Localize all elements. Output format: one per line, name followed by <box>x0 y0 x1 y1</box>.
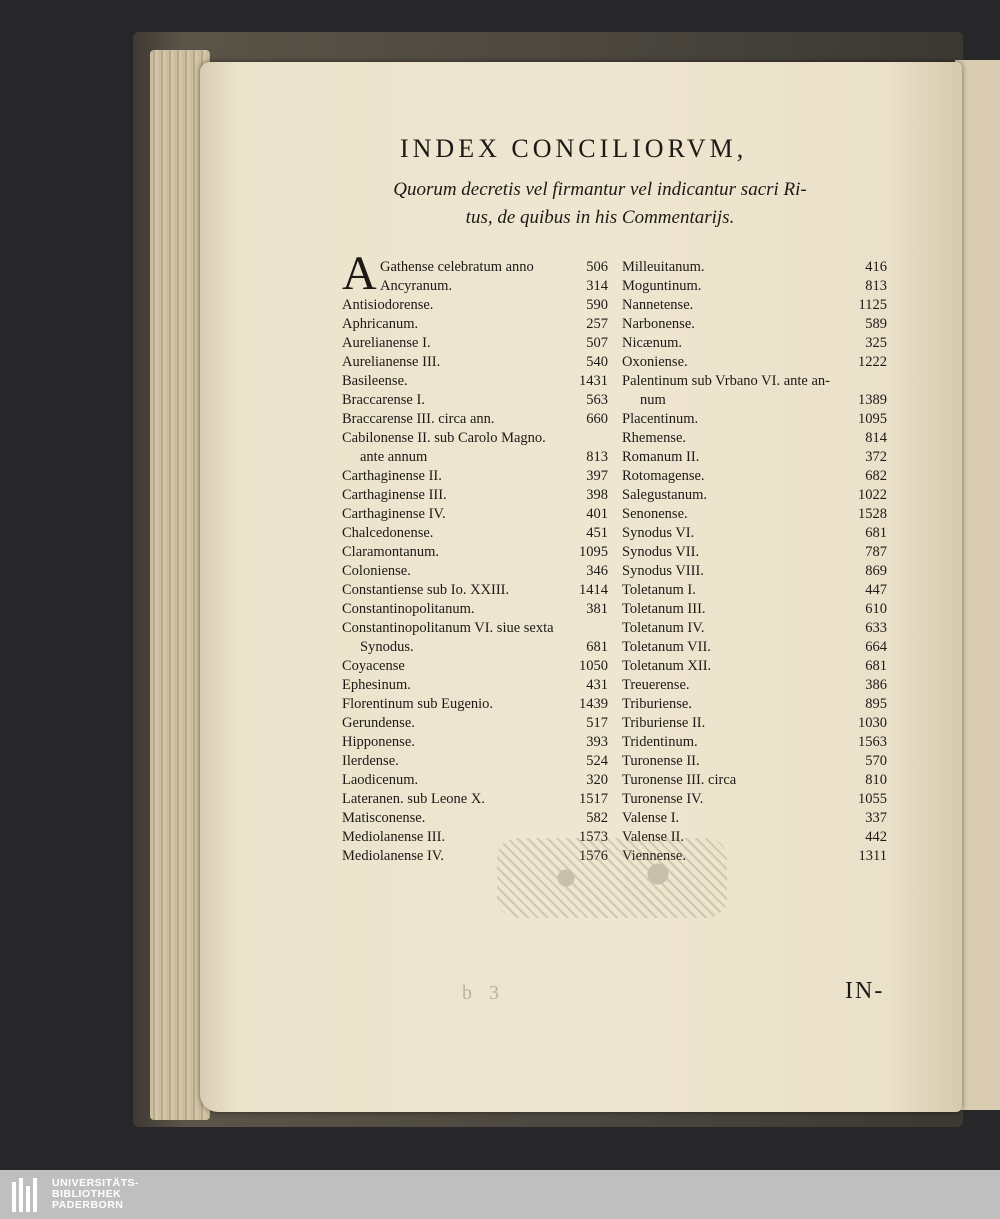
index-entry <box>622 429 887 448</box>
entry-page-number: 451 <box>586 525 608 541</box>
entry-label: Toletanum I. <box>622 582 696 598</box>
entry-label: Carthaginense IV. <box>342 506 446 522</box>
entry-label: Treuerense. <box>622 677 690 693</box>
entry-label: Laodicenum. <box>342 772 419 788</box>
entry-page-number: 590 <box>586 297 608 313</box>
entry-page-number: 1576 <box>579 848 608 864</box>
index-entry <box>342 353 608 372</box>
index-entry <box>342 334 608 353</box>
subtitle-line-1: Quorum decretis vel firmantur vel indicantur sacri Ri- <box>393 179 807 200</box>
entry-page-number: 582 <box>586 810 608 826</box>
index-entry <box>622 676 887 695</box>
entry-page-number: 1573 <box>579 829 608 845</box>
entry-page-number: 589 <box>865 316 887 332</box>
entry-label: ante annum <box>360 449 428 465</box>
entry-page-number: 524 <box>586 753 608 769</box>
index-entry <box>622 277 887 296</box>
entry-label: Viennense. <box>622 848 686 864</box>
entry-label: Ancyranum. <box>380 278 453 294</box>
entry-page-number: 416 <box>865 259 887 275</box>
entry-label: Aurelianense III. <box>342 354 441 370</box>
index-entry <box>622 391 887 410</box>
entry-label: Nicænum. <box>622 335 683 351</box>
entry-page-number: 814 <box>865 430 887 446</box>
entry-label: Basileense. <box>342 373 408 389</box>
entry-label: Matisconense. <box>342 810 426 826</box>
entry-page-number: 1222 <box>858 354 887 370</box>
index-entry <box>622 543 887 562</box>
drop-capital: A <box>342 247 377 300</box>
index-entry <box>622 695 887 714</box>
index-entry <box>342 296 608 315</box>
entry-label: num <box>640 392 666 408</box>
entry-label: Oxoniense. <box>622 354 688 370</box>
index-entry <box>622 334 887 353</box>
index-entry <box>342 258 608 277</box>
entry-label: Tridentinum. <box>622 734 698 750</box>
entry-label: Ephesinum. <box>342 677 411 693</box>
entry-label: Synodus. <box>360 639 414 655</box>
entry-page-number: 1030 <box>858 715 887 731</box>
entry-page-number: 1439 <box>579 696 608 712</box>
index-entry <box>342 657 608 676</box>
entry-label: Mediolanense IV. <box>342 848 445 864</box>
entry-page-number: 682 <box>865 468 887 484</box>
page-subtitle <box>340 176 860 232</box>
entry-page-number: 563 <box>586 392 608 408</box>
entry-label: Rhemense. <box>622 430 687 446</box>
index-entry <box>342 277 608 296</box>
entry-label: Triburiense II. <box>622 715 706 731</box>
library-name-line-3: PADERBORN <box>52 1199 124 1211</box>
entry-page-number: 325 <box>865 335 887 351</box>
entry-label: Turonense III. circa <box>622 772 737 788</box>
index-entry <box>622 714 887 733</box>
entry-page-number: 386 <box>865 677 887 693</box>
index-entry <box>622 752 887 771</box>
entry-page-number: 507 <box>586 335 608 351</box>
entry-page-number: 442 <box>865 829 887 845</box>
entry-label: Synodus VII. <box>622 544 700 560</box>
index-entry <box>622 657 887 676</box>
entry-page-number: 1528 <box>858 506 887 522</box>
index-entry <box>622 638 887 657</box>
entry-page-number: 681 <box>865 658 887 674</box>
entry-page-number: 1022 <box>858 487 887 503</box>
entry-page-number: 681 <box>865 525 887 541</box>
index-entry <box>342 695 608 714</box>
index-entry <box>622 353 887 372</box>
index-entry <box>342 752 608 771</box>
entry-label: Constantinopolitanum. <box>342 601 475 617</box>
entry-page-number: 1125 <box>858 297 887 313</box>
entry-label: Constantinopolitanum VI. siue sexta <box>342 620 554 636</box>
index-entry <box>622 790 887 809</box>
entry-page-number: 337 <box>865 810 887 826</box>
entry-label: Milleuitanum. <box>622 259 705 275</box>
entry-page-number: 393 <box>586 734 608 750</box>
entry-label: Hipponense. <box>342 734 415 750</box>
entry-page-number: 895 <box>865 696 887 712</box>
entry-label: Rotomagense. <box>622 468 705 484</box>
entry-label: Gathense celebratum anno <box>380 259 534 275</box>
entry-label: Moguntinum. <box>622 278 702 294</box>
index-entry <box>622 505 887 524</box>
library-logo-icon <box>12 1178 46 1212</box>
entry-page-number: 633 <box>865 620 887 636</box>
library-name-line-2: BIBLIOTHEK <box>52 1188 122 1200</box>
entry-page-number: 257 <box>586 316 608 332</box>
entry-page-number: 664 <box>865 639 887 655</box>
entry-page-number: 1389 <box>858 392 887 408</box>
entry-label: Valense I. <box>622 810 680 826</box>
index-entry <box>622 733 887 752</box>
entry-label: Narbonense. <box>622 316 695 332</box>
index-column-right <box>622 258 887 866</box>
index-entry <box>342 676 608 695</box>
index-entry <box>342 448 608 467</box>
subtitle-line-2: tus, de quibus in his Commentarijs. <box>465 207 735 228</box>
entry-page-number: 810 <box>865 772 887 788</box>
entry-page-number: 1517 <box>579 791 608 807</box>
index-entry <box>342 486 608 505</box>
entry-label: Toletanum III. <box>622 601 706 617</box>
index-entry <box>342 809 608 828</box>
entry-label: Constantiense sub Io. XXIII. <box>342 582 510 598</box>
index-entry <box>622 258 887 277</box>
entry-page-number: 787 <box>865 544 887 560</box>
entry-page-number: 397 <box>586 468 608 484</box>
signature-mark: b 3 <box>462 982 505 1004</box>
entry-page-number: 1563 <box>858 734 887 750</box>
entry-page-number: 1414 <box>579 582 608 598</box>
entry-page-number: 398 <box>586 487 608 503</box>
entry-page-number: 1311 <box>858 848 887 864</box>
entry-page-number: 1095 <box>858 411 887 427</box>
entry-page-number: 1431 <box>579 373 608 389</box>
entry-label: Florentinum sub Eugenio. <box>342 696 494 712</box>
index-entry <box>342 638 608 657</box>
library-footer <box>0 1170 1000 1219</box>
entry-label: Senonense. <box>622 506 688 522</box>
entry-page-number: 681 <box>586 639 608 655</box>
entry-label: Toletanum XII. <box>622 658 712 674</box>
entry-page-number: 314 <box>586 278 608 294</box>
index-entry <box>342 771 608 790</box>
index-entry <box>622 410 887 429</box>
entry-label: Ilerdense. <box>342 753 399 769</box>
entry-page-number: 1050 <box>579 658 608 674</box>
entry-page-number: 381 <box>586 601 608 617</box>
entry-label: Synodus VI. <box>622 525 695 541</box>
entry-label: Braccarense I. <box>342 392 425 408</box>
entry-label: Nannetense. <box>622 297 694 313</box>
index-entry <box>342 733 608 752</box>
entry-page-number: 506 <box>586 259 608 275</box>
index-entry <box>342 505 608 524</box>
entry-label: Mediolanense III. <box>342 829 446 845</box>
entry-label: Aphricanum. <box>342 316 419 332</box>
entry-label: Romanum II. <box>622 449 700 465</box>
entry-label: Lateranen. sub Leone X. <box>342 791 485 807</box>
page-title: INDEX CONCILIORVM, <box>400 134 748 163</box>
entry-label: Aurelianense I. <box>342 335 431 351</box>
index-entry <box>342 714 608 733</box>
index-entry <box>342 391 608 410</box>
entry-page-number: 401 <box>586 506 608 522</box>
index-entry <box>622 372 887 391</box>
index-entry <box>622 809 887 828</box>
index-entry <box>622 315 887 334</box>
entry-label: Valense II. <box>622 829 685 845</box>
entry-label: Toletanum IV. <box>622 620 705 636</box>
entry-page-number: 372 <box>865 449 887 465</box>
index-entry <box>342 467 608 486</box>
entry-page-number: 540 <box>586 354 608 370</box>
entry-label: Cabilonense II. sub Carolo Magno. <box>342 430 546 446</box>
entry-page-number: 610 <box>865 601 887 617</box>
index-entry <box>622 619 887 638</box>
library-name-line-1: UNIVERSITÄTS- <box>52 1177 140 1189</box>
index-entry <box>622 600 887 619</box>
entry-page-number: 447 <box>865 582 887 598</box>
entry-page-number: 346 <box>586 563 608 579</box>
index-entry <box>622 467 887 486</box>
index-entry <box>622 486 887 505</box>
index-entry <box>622 581 887 600</box>
entry-label: Carthaginense III. <box>342 487 447 503</box>
entry-label: Placentinum. <box>622 411 699 427</box>
entry-label: Coyacense <box>342 658 405 674</box>
entry-label: Coloniense. <box>342 563 411 579</box>
index-entry <box>622 296 887 315</box>
entry-label: Carthaginense II. <box>342 468 442 484</box>
entry-label: Antisiodorense. <box>342 297 434 313</box>
index-entry <box>342 581 608 600</box>
printer-ornament <box>497 838 727 918</box>
entry-label: Gerundense. <box>342 715 415 731</box>
index-column-left <box>342 258 608 866</box>
index-entry <box>342 372 608 391</box>
index-entry <box>342 315 608 334</box>
entry-label: Chalcedonense. <box>342 525 434 541</box>
entry-label: Triburiense. <box>622 696 692 712</box>
entry-label: Synodus VIII. <box>622 563 704 579</box>
entry-page-number: 517 <box>586 715 608 731</box>
entry-page-number: 869 <box>865 563 887 579</box>
entry-label: Claramontanum. <box>342 544 440 560</box>
entry-label: Toletanum VII. <box>622 639 711 655</box>
index-entry <box>342 429 608 448</box>
entry-page-number: 813 <box>586 449 608 465</box>
entry-label: Turonense IV. <box>622 791 704 807</box>
index-entry <box>622 448 887 467</box>
entry-page-number: 1055 <box>858 791 887 807</box>
entry-label: Braccarense III. circa ann. <box>342 411 495 427</box>
entry-label: Salegustanum. <box>622 487 707 503</box>
entry-label: Palentinum sub Vrbano VI. ante an- <box>622 373 830 389</box>
index-entry <box>342 524 608 543</box>
entry-page-number: 1095 <box>579 544 608 560</box>
index-entry <box>342 562 608 581</box>
index-entry <box>342 410 608 429</box>
catchword: IN- <box>845 978 885 1004</box>
index-entry <box>342 619 608 638</box>
index-entry <box>622 524 887 543</box>
entry-page-number: 431 <box>586 677 608 693</box>
library-name <box>52 1178 139 1211</box>
index-entry <box>342 543 608 562</box>
entry-page-number: 813 <box>865 278 887 294</box>
entry-page-number: 660 <box>586 411 608 427</box>
index-entry <box>622 562 887 581</box>
index-entry <box>342 600 608 619</box>
index-entry <box>622 771 887 790</box>
entry-page-number: 570 <box>865 753 887 769</box>
entry-page-number: 320 <box>586 772 608 788</box>
index-entry <box>342 790 608 809</box>
entry-label: Turonense II. <box>622 753 700 769</box>
